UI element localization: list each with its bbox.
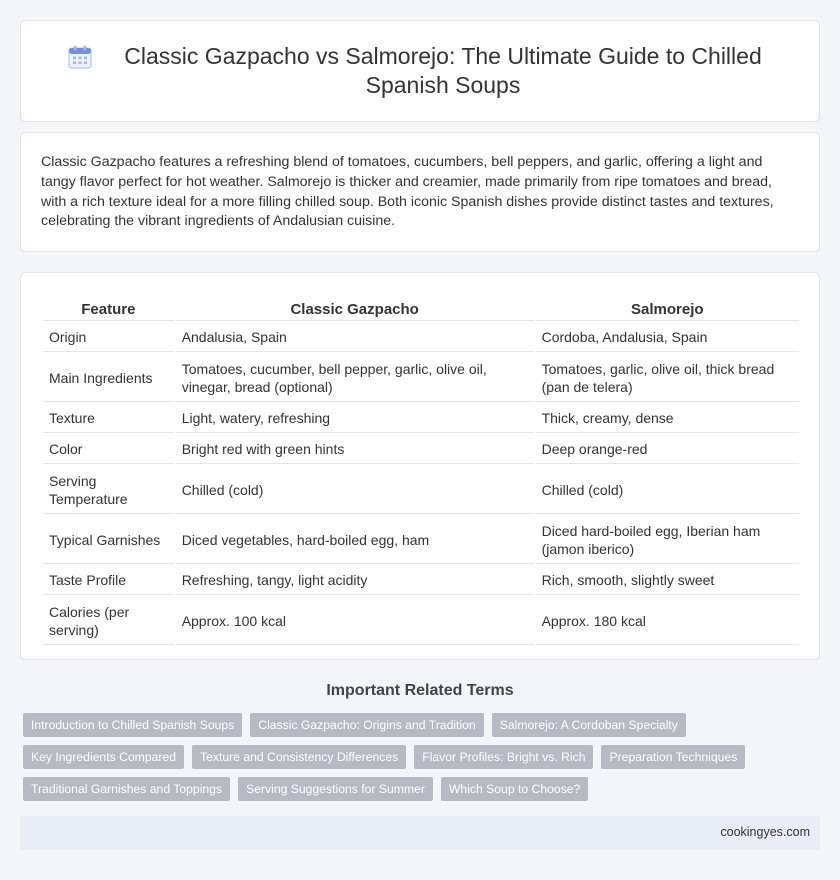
table-cell-gazpacho: Refreshing, tangy, light acidity [176,566,534,595]
table-cell-gazpacho: Tomatoes, cucumber, bell pepper, garlic, olive oil, vinegar, bread (optional) [176,354,534,402]
header-inner [21,21,819,121]
related-term-tag[interactable]: Traditional Garnishes and Toppings [23,777,230,801]
table-row [43,354,799,402]
table-cell-feature: Taste Profile [43,566,174,595]
table-row [43,435,799,464]
table-cell-feature: Typical Garnishes [43,516,174,564]
table-cell-gazpacho: Chilled (cold) [176,466,534,514]
table-cell-salmorejo: Thick, creamy, dense [536,404,799,433]
table-row [43,323,799,352]
table-row [43,516,799,564]
table-row [43,566,799,595]
table-cell-feature: Texture [43,404,174,433]
table-header-row [43,297,799,321]
table-cell-gazpacho: Diced vegetables, hard-boiled egg, ham [176,516,534,564]
intro-paragraph: Classic Gazpacho features a refreshing blend of tomatoes, cucumbers, bell peppers, and garlic, offering a light and tangy flavor perfect for hot weather. Salmorejo is thicker and creamier, made primarily from ripe tomatoes and bread, with a rich texture ideal for a more filling chilled soup. Both iconic Spanish dishes provide distinct tastes and textures, celebrating the vibrant ingredients of Andalusian cuisine. [41,154,774,230]
related-term-tag[interactable]: Serving Suggestions for Summer [238,777,433,801]
related-terms-title: Important Related Terms [326,682,514,699]
table-cell-salmorejo: Deep orange-red [536,435,799,464]
related-term-tag[interactable]: Which Soup to Choose? [441,777,588,801]
page-title: Classic Gazpacho vs Salmorejo: The Ultimate Guide to Chilled Spanish Soups [124,43,762,98]
calendar-grid-icon [67,44,93,70]
table-cell-feature: Serving Temperature [43,466,174,514]
table-cell-salmorejo: Cordoba, Andalusia, Spain [536,323,799,352]
table-cell-gazpacho: Bright red with green hints [176,435,534,464]
related-term-tag[interactable]: Key Ingredients Compared [23,745,184,769]
header-salmorejo: Salmorejo [536,297,799,321]
table-cell-salmorejo: Chilled (cold) [536,466,799,514]
related-term-tag[interactable]: Salmorejo: A Cordoban Specialty [492,713,686,737]
table-cell-feature: Origin [43,323,174,352]
table-cell-gazpacho: Light, watery, refreshing [176,404,534,433]
table-cell-salmorejo: Diced hard-boiled egg, Iberian ham (jamon iberico) [536,516,799,564]
table-cell-gazpacho: Approx. 100 kcal [176,597,534,645]
footer-bar [20,816,820,850]
intro-card [20,132,820,252]
table-row [43,466,799,514]
header-feature: Feature [43,297,174,321]
header-classic-gazpacho: Classic Gazpacho [176,297,534,321]
table-cell-salmorejo: Tomatoes, garlic, olive oil, thick bread (pan de telera) [536,354,799,402]
table-cell-salmorejo: Approx. 180 kcal [536,597,799,645]
table-cell-salmorejo: Rich, smooth, slightly sweet [536,566,799,595]
table-row [43,404,799,433]
related-term-tag[interactable]: Introduction to Chilled Spanish Soups [23,713,242,737]
comparison-table [41,295,801,647]
header-card [20,20,820,122]
table-cell-feature: Main Ingredients [43,354,174,402]
related-term-tag[interactable]: Preparation Techniques [601,745,745,769]
related-term-tag[interactable]: Flavor Profiles: Bright vs. Rich [414,745,593,769]
related-term-tag[interactable]: Classic Gazpacho: Origins and Tradition [250,713,483,737]
table-cell-gazpacho: Andalusia, Spain [176,323,534,352]
related-term-tag[interactable]: Texture and Consistency Differences [192,745,406,769]
related-terms-tags [23,713,823,809]
table-row [43,597,799,645]
footer-site-name[interactable]: cookingyes.com [720,825,810,839]
table-cell-feature: Color [43,435,174,464]
comparison-card [20,272,820,660]
table-cell-feature: Calories (per serving) [43,597,174,645]
